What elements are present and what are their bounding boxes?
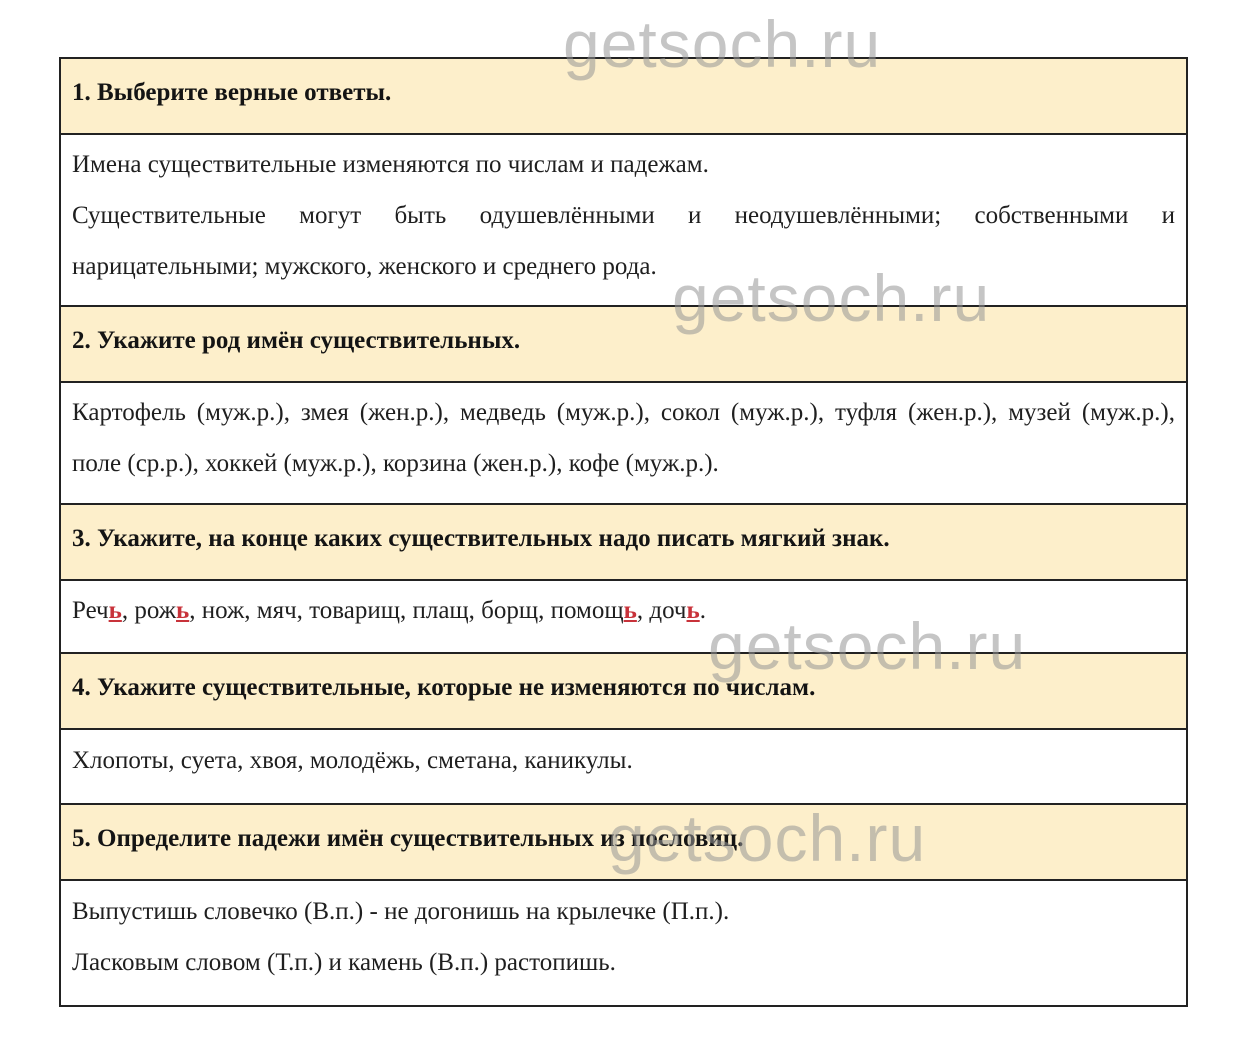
soft-sign: ь — [686, 597, 700, 624]
soft-sign: ь — [108, 597, 122, 624]
task-2-answer — [61, 383, 1186, 505]
word-part: . — [699, 597, 706, 624]
task-3-header — [61, 505, 1186, 581]
task-1-header — [61, 59, 1186, 135]
watermark: getsoch.ru — [563, 7, 882, 81]
word-part: Реч — [72, 597, 109, 624]
watermark: getsoch.ru — [608, 801, 927, 875]
answer-line: Имена существительные изменяются по числам и падежам. — [72, 151, 709, 178]
task-2-header — [61, 307, 1186, 383]
task-2-title: 2. Укажите род имён существительных. — [72, 327, 521, 354]
task-1-answer — [61, 135, 1186, 307]
soft-sign: ь — [176, 597, 190, 624]
task-5-answer — [61, 881, 1186, 1005]
soft-sign: ь — [623, 597, 637, 624]
task-3-title: 3. Укажите, на конце каких существительных надо писать мягкий знак. — [72, 525, 890, 552]
answer-line: Картофель (муж.р.), змея (жен.р.), медведь (муж.р.), сокол (муж.р.), туфля (жен.р.), музей (муж.р.), поле (ср.р.), хоккей (муж.р.), корзина (жен.р.), кофе (муж.р.). — [72, 399, 1175, 477]
word-part: , доч — [636, 597, 687, 624]
task-3-answer — [61, 581, 1186, 654]
task-4-title: 4. Укажите существительные, которые не изменяются по числам. — [72, 674, 816, 701]
task-1-title: 1. Выберите верные ответы. — [72, 79, 392, 106]
watermark: getsoch.ru — [708, 609, 1027, 683]
answer-line: Хлопоты, суета, хвоя, молодёжь, сметана, каникулы. — [72, 747, 633, 774]
task-5-header — [61, 805, 1186, 881]
answer-line: Выпустишь словечко (В.п.) - не догонишь на крылечке (П.п.). — [72, 898, 730, 925]
task-4-header — [61, 654, 1186, 730]
answer-line: Ласковым словом (Т.п.) и камень (В.п.) растопишь. — [72, 949, 616, 976]
answer-line: Существительные могут быть одушевлёнными и неодушевлёнными; собственными и нарицательными; мужского, женского и среднего рода. — [72, 202, 1175, 280]
word-part: , рож — [121, 597, 177, 624]
answer-line — [72, 585, 1175, 636]
word-part: , нож, мяч, товарищ, плащ, борщ, помощ — [189, 597, 624, 624]
watermark: getsoch.ru — [672, 261, 991, 335]
tasks-table — [59, 57, 1188, 1007]
task-5-title: 5. Определите падежи имён существительных из пословиц. — [72, 825, 744, 852]
task-4-answer — [61, 730, 1186, 805]
